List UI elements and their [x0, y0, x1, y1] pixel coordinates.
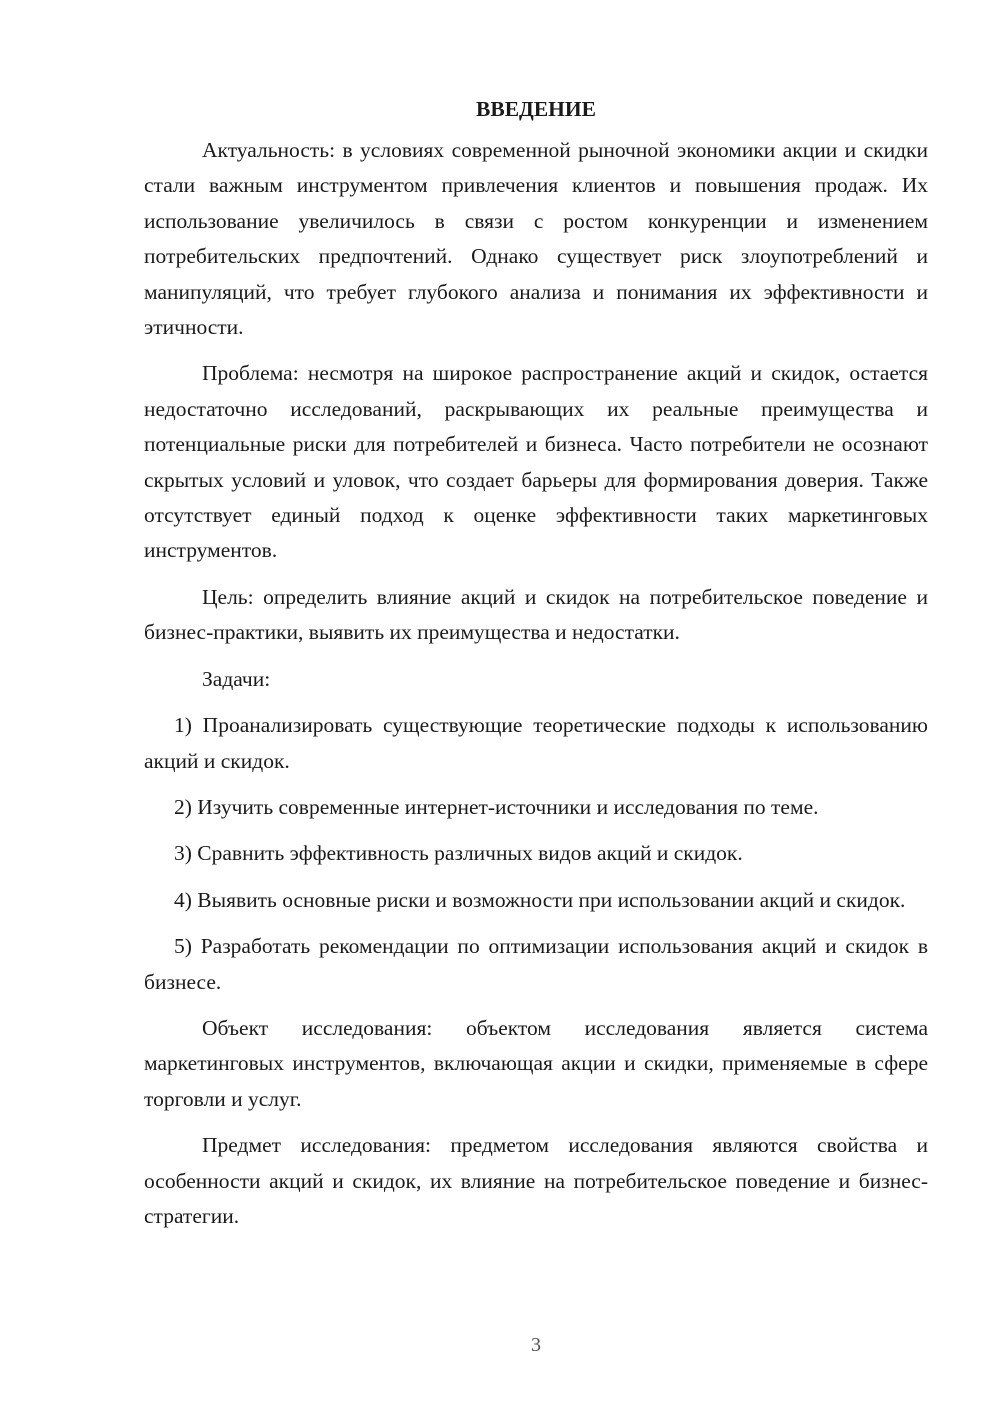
paragraph-goal: Цель: определить влияние акций и скидок на потребительское поведение и бизнес-практики, выявить их преимущества и недостатки. [144, 584, 928, 645]
paragraph-problem: Проблема: несмотря на широкое распространение акций и скидок, остается недостаточно исследований, раскрывающих их реальные преимущества и потенциальные риски для потребителей и бизнеса. Часто потребители не осознают скрытых условий и уловок, что создает барьеры для формирования доверия. Также отсутствует единый подход к оценке эффективности таких маркетинговых инструментов. [144, 361, 928, 563]
paragraph-relevance: Актуальность: в условиях современной рыночной экономики акции и скидки стали важным инструментом привлечения клиентов и повышения продаж. Их использование увеличилось в связи с ростом конкуренции и изменением потребительских предпочтений. Однако существует риск злоупотреблений и манипуляций, что требует глубокого анализа и понимания их эффективности и этичности. [144, 138, 928, 340]
document-page [144, 92, 928, 1245]
paragraph-subject: Предмет исследования: предметом исследования являются свойства и особенности акций и скидок, их влияние на потребительское поведение и бизнес-стратегии. [144, 1133, 928, 1228]
task-item: 3) Сравнить эффективность различных видов акций и скидок. [174, 841, 743, 866]
task-item: 1) Проанализировать существующие теоретические подходы к использованию акций и скидок. [144, 713, 928, 773]
task-item: 4) Выявить основные риски и возможности при использовании акций и скидок. [174, 887, 906, 912]
page-title: ВВЕДЕНИЕ [476, 97, 596, 121]
tasks-heading: Задачи: [202, 666, 271, 691]
paragraph-object: Объект исследования: объектом исследования является система маркетинговых инструментов, включающая акции и скидки, применяемые в сфере торговли и услуг. [144, 1015, 928, 1111]
task-item: 2) Изучить современные интернет-источники и исследования по теме. [174, 794, 819, 819]
task-item: 5) Разработать рекомендации по оптимизации использования акций и скидок в бизнесе. [144, 934, 928, 994]
page-number: 3 [531, 1334, 541, 1356]
